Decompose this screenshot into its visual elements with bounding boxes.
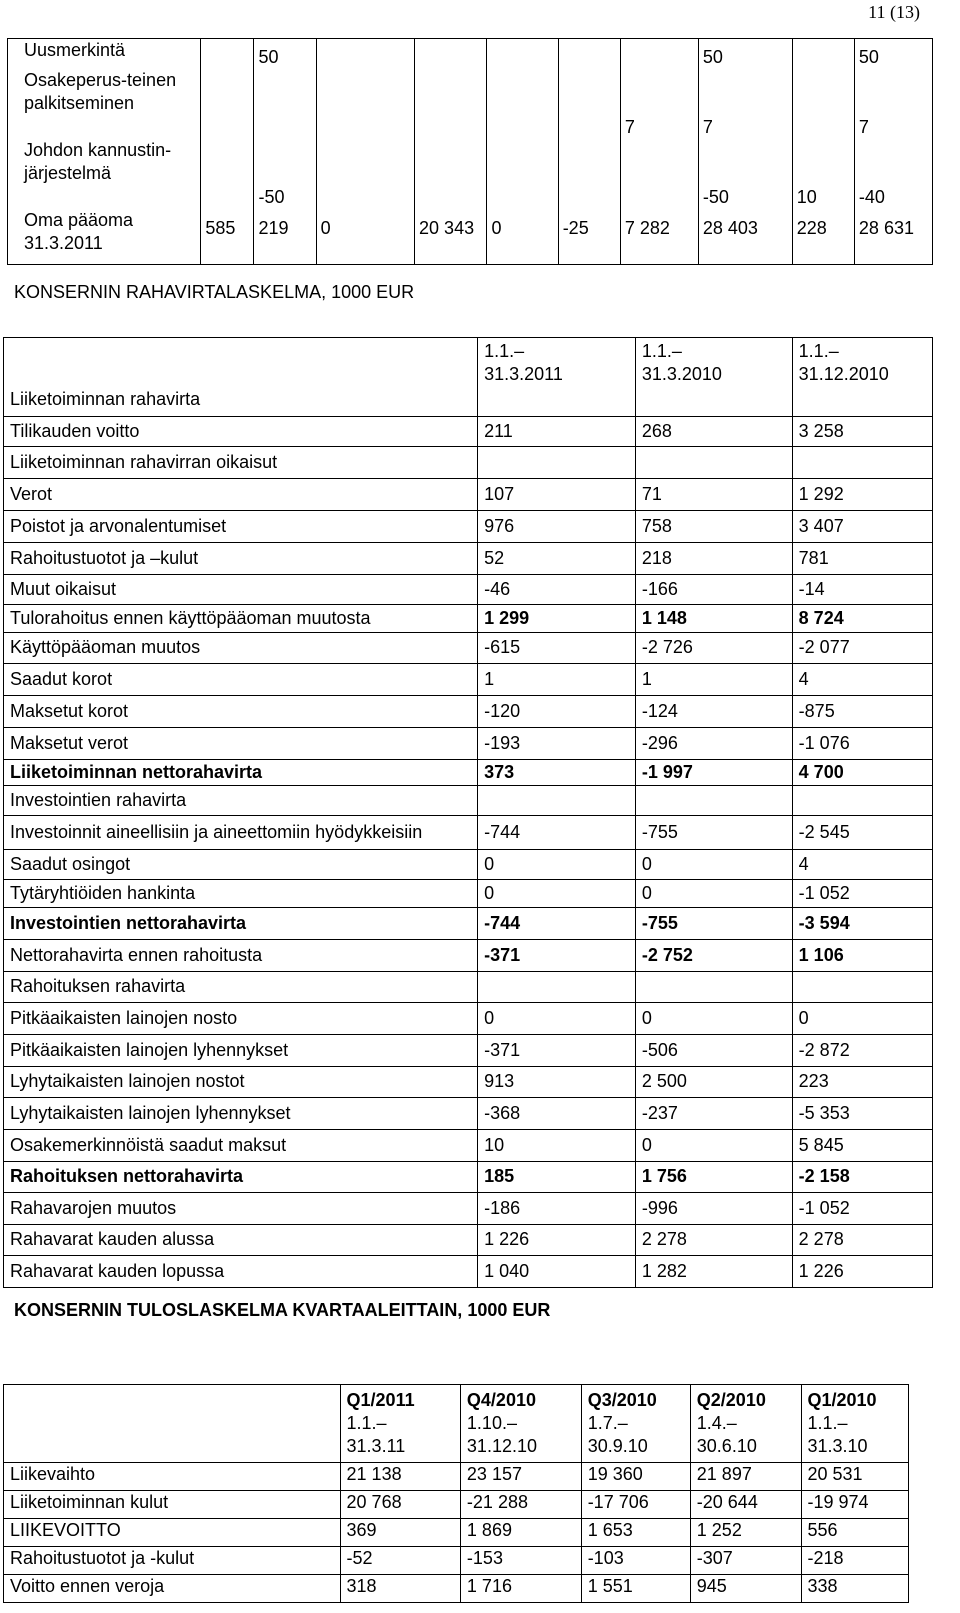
cashflow-value: -3 594 (792, 907, 932, 939)
cashflow-value: -166 (635, 574, 792, 604)
equity-cell: -50 (698, 139, 792, 209)
cashflow-value (478, 388, 636, 416)
cashflow-row (4, 695, 933, 727)
equity-cell (254, 69, 316, 139)
quarterly-value: 21 897 (690, 1463, 801, 1491)
quarterly-period-line: Q2/2010 (696, 1390, 766, 1410)
quarterly-row (4, 1575, 909, 1603)
cashflow-value: 1 226 (792, 1255, 932, 1287)
cashflow-value: 0 (635, 879, 792, 907)
quarterly-period-header (340, 1385, 460, 1463)
cashflow-value: 0 (635, 1129, 792, 1161)
quarterly-row-label: Liikevaihto (4, 1463, 341, 1491)
quarterly-period-line: Q1/2011 (346, 1390, 415, 1410)
cashflow-row-label: Rahoituksen nettorahavirta (4, 1161, 478, 1192)
cashflow-period-header (635, 338, 792, 389)
cashflow-period-line: 31.3.2010 (641, 364, 722, 384)
quarterly-value: -153 (460, 1547, 581, 1575)
cashflow-row (4, 759, 933, 785)
cashflow-value: 0 (635, 1002, 792, 1034)
cashflow-value: 185 (478, 1161, 636, 1192)
cashflow-value: 1 106 (792, 939, 932, 971)
equity-cell: -25 (558, 209, 620, 265)
quarterly-value: -19 974 (801, 1491, 908, 1519)
cashflow-header-blank (4, 338, 478, 389)
cashflow-row (4, 1129, 933, 1161)
quarterly-period-line: Q4/2010 (466, 1390, 536, 1410)
cashflow-value: 218 (635, 542, 792, 574)
quarterly-row-label: Voitto ennen veroja (4, 1575, 341, 1603)
cashflow-row-label: Osakemerkinnöistä saadut maksut (4, 1129, 478, 1161)
quarterly-row-label: LIIKEVOITTO (4, 1519, 341, 1547)
cashflow-row (4, 1255, 933, 1287)
cashflow-value: -2 726 (635, 632, 792, 663)
cashflow-row-label: Rahoituksen rahavirta (4, 971, 478, 1002)
equity-row (8, 39, 933, 69)
cashflow-value: -46 (478, 574, 636, 604)
cashflow-value: 10 (478, 1129, 636, 1161)
quarterly-period-line: Q3/2010 (587, 1390, 657, 1410)
cashflow-value: 3 258 (792, 416, 932, 446)
equity-cell (487, 69, 558, 139)
cashflow-value: 0 (478, 1002, 636, 1034)
equity-cell: 228 (792, 209, 854, 265)
cashflow-value: 758 (635, 510, 792, 542)
cashflow-value: -371 (478, 1034, 636, 1066)
cashflow-value: -996 (635, 1192, 792, 1224)
cashflow-row-label: Käyttöpääoman muutos (4, 632, 478, 663)
equity-cell: 0 (487, 209, 558, 265)
cashflow-row-label: Verot (4, 478, 478, 510)
cashflow-value: -371 (478, 939, 636, 971)
quarterly-value: 318 (340, 1575, 460, 1603)
cashflow-row (4, 1002, 933, 1034)
cashflow-value (635, 971, 792, 1002)
quarterly-row (4, 1519, 909, 1547)
equity-cell: 50 (698, 39, 792, 69)
cashflow-value: -5 353 (792, 1097, 932, 1129)
cashflow-row (4, 1066, 933, 1097)
cashflow-title: KONSERNIN RAHAVIRTALASKELMA, 1000 EUR (14, 282, 415, 302)
cashflow-row (4, 727, 933, 759)
cashflow-row-label: Investointien nettorahavirta (4, 907, 478, 939)
cashflow-value: 5 845 (792, 1129, 932, 1161)
cashflow-value: 0 (792, 1002, 932, 1034)
cashflow-row (4, 939, 933, 971)
quarterly-period-line: Q1/2010 (807, 1390, 877, 1410)
cashflow-value: 1 299 (478, 604, 636, 632)
quarterly-value: 556 (801, 1519, 908, 1547)
cashflow-period-header (478, 338, 636, 389)
quarterly-value: 338 (801, 1575, 908, 1603)
cashflow-row-label: Lyhytaikaisten lainojen nostot (4, 1066, 478, 1097)
cashflow-value: 223 (792, 1066, 932, 1097)
cashflow-row-label: Saadut osingot (4, 849, 478, 879)
quarterly-value: 1 716 (460, 1575, 581, 1603)
equity-cell (558, 39, 620, 69)
cashflow-row-label: Liiketoiminnan rahavirran oikaisut (4, 446, 478, 478)
quarterly-value: 1 252 (690, 1519, 801, 1547)
quarterly-table (3, 1384, 909, 1603)
cashflow-row-label: Rahoitustuotot ja –kulut (4, 542, 478, 574)
quarterly-value: 21 138 (340, 1463, 460, 1491)
cashflow-value: -875 (792, 695, 932, 727)
equity-row-label: Osakeperus-teinen palkitseminen (8, 69, 201, 139)
cashflow-value: -1 052 (792, 1192, 932, 1224)
quarterly-value: 20 531 (801, 1463, 908, 1491)
quarterly-period-line: 30.9.10 (587, 1436, 648, 1456)
cashflow-value: -2 872 (792, 1034, 932, 1066)
cashflow-value: 71 (635, 478, 792, 510)
cashflow-value: -1 076 (792, 727, 932, 759)
cashflow-value: 2 500 (635, 1066, 792, 1097)
cashflow-value: -506 (635, 1034, 792, 1066)
equity-cell: 0 (316, 209, 414, 265)
cashflow-row-label: Liiketoiminnan rahavirta (4, 388, 478, 416)
quarterly-value: -307 (690, 1547, 801, 1575)
cashflow-row-label: Maksetut verot (4, 727, 478, 759)
equity-row-label: Uusmerkintä (8, 39, 201, 69)
equity-cell: 585 (201, 209, 254, 265)
quarterly-period-line: 30.6.10 (696, 1436, 757, 1456)
quarterly-period-line: 1.10.– (466, 1413, 517, 1433)
cashflow-value: -2 752 (635, 939, 792, 971)
quarterly-value: 1 653 (581, 1519, 690, 1547)
cashflow-period-line: 31.3.2011 (484, 364, 563, 384)
cashflow-value: 1 148 (635, 604, 792, 632)
cashflow-row-label: Saadut korot (4, 663, 478, 695)
quarterly-period-line: 31.12.10 (466, 1436, 537, 1456)
cashflow-row (4, 632, 933, 663)
cashflow-row-label: Maksetut korot (4, 695, 478, 727)
cashflow-row (4, 388, 933, 416)
equity-cell (415, 69, 487, 139)
cashflow-row-label: Muut oikaisut (4, 574, 478, 604)
quarterly-value: -21 288 (460, 1491, 581, 1519)
quarterly-value: 20 768 (340, 1491, 460, 1519)
cashflow-value: -296 (635, 727, 792, 759)
cashflow-value (792, 388, 932, 416)
equity-cell (415, 139, 487, 209)
equity-cell: 50 (254, 39, 316, 69)
cashflow-value: 3 407 (792, 510, 932, 542)
equity-cell (487, 39, 558, 69)
cashflow-value: -368 (478, 1097, 636, 1129)
equity-cell: 7 (620, 69, 698, 139)
cashflow-value: -2 077 (792, 632, 932, 663)
cashflow-value: 4 700 (792, 759, 932, 785)
equity-cell (620, 39, 698, 69)
equity-cell: 7 (698, 69, 792, 139)
equity-row (8, 139, 933, 209)
cashflow-value: 0 (478, 849, 636, 879)
cashflow-value: 1 (635, 663, 792, 695)
cashflow-value: -120 (478, 695, 636, 727)
cashflow-row-label: Pitkäaikaisten lainojen nosto (4, 1002, 478, 1034)
cashflow-value: 1 (478, 663, 636, 695)
equity-row (8, 209, 933, 265)
cashflow-value: -1 997 (635, 759, 792, 785)
equity-cell (201, 39, 254, 69)
equity-row-label: Johdon kannustin-järjestelmä (8, 139, 201, 209)
cashflow-row (4, 1224, 933, 1255)
cashflow-value: 107 (478, 478, 636, 510)
cashflow-period-line: 1.1.– (798, 341, 839, 361)
cashflow-row (4, 971, 933, 1002)
cashflow-value: -755 (635, 907, 792, 939)
quarterly-row (4, 1491, 909, 1519)
cashflow-value: 1 756 (635, 1161, 792, 1192)
cashflow-row (4, 1097, 933, 1129)
equity-cell: 7 (854, 69, 932, 139)
cashflow-row (4, 478, 933, 510)
quarterly-value: 1 869 (460, 1519, 581, 1547)
equity-cell (487, 139, 558, 209)
cashflow-value: 1 282 (635, 1255, 792, 1287)
equity-cell: 219 (254, 209, 316, 265)
quarterly-value: -17 706 (581, 1491, 690, 1519)
quarterly-title: KONSERNIN TULOSLASKELMA KVARTAALEITTAIN, 1000 EUR (14, 1300, 551, 1320)
cashflow-period-line: 1.1.– (484, 341, 525, 361)
cashflow-value: 211 (478, 416, 636, 446)
quarterly-value: 23 157 (460, 1463, 581, 1491)
cashflow-row-label: Rahavarat kauden lopussa (4, 1255, 478, 1287)
equity-cell (201, 139, 254, 209)
cashflow-value (635, 446, 792, 478)
equity-row (8, 69, 933, 139)
cashflow-value: 373 (478, 759, 636, 785)
quarterly-value: -20 644 (690, 1491, 801, 1519)
cashflow-period-header (792, 338, 932, 389)
cashflow-value: 1 226 (478, 1224, 636, 1255)
cashflow-value (792, 971, 932, 1002)
quarterly-period-line: 1.4.– (696, 1413, 737, 1433)
cashflow-value: 913 (478, 1066, 636, 1097)
cashflow-value: -186 (478, 1192, 636, 1224)
cashflow-row (4, 849, 933, 879)
cashflow-period-line: 31.12.2010 (798, 364, 889, 384)
equity-cell: 28 631 (854, 209, 932, 265)
cashflow-value (792, 446, 932, 478)
cashflow-value: -2 158 (792, 1161, 932, 1192)
cashflow-row-label: Rahavarojen muutos (4, 1192, 478, 1224)
quarterly-period-line: 1.1.– (807, 1413, 848, 1433)
cashflow-value: -744 (478, 815, 636, 849)
quarterly-period-line: 1.7.– (587, 1413, 628, 1433)
cashflow-value (478, 446, 636, 478)
cashflow-row (4, 416, 933, 446)
cashflow-value: 268 (635, 416, 792, 446)
equity-cell: 50 (854, 39, 932, 69)
cashflow-value: 0 (478, 879, 636, 907)
cashflow-value: 2 278 (635, 1224, 792, 1255)
quarterly-value: 369 (340, 1519, 460, 1547)
cashflow-row (4, 785, 933, 815)
cashflow-value (635, 785, 792, 815)
equity-cell: -40 (854, 139, 932, 209)
cashflow-value: -14 (792, 574, 932, 604)
cashflow-row (4, 446, 933, 478)
quarterly-period-line: 31.3.11 (346, 1436, 406, 1456)
quarterly-period-header (801, 1385, 908, 1463)
cashflow-value (792, 785, 932, 815)
cashflow-row (4, 907, 933, 939)
cashflow-row-label: Rahavarat kauden alussa (4, 1224, 478, 1255)
equity-cell (201, 69, 254, 139)
cashflow-value: 0 (635, 849, 792, 879)
cashflow-row-label: Nettorahavirta ennen rahoitusta (4, 939, 478, 971)
quarterly-value: -218 (801, 1547, 908, 1575)
cashflow-row (4, 542, 933, 574)
equity-cell: 7 282 (620, 209, 698, 265)
cashflow-row-label: Lyhytaikaisten lainojen lyhennykset (4, 1097, 478, 1129)
equity-cell (792, 39, 854, 69)
cashflow-value: -124 (635, 695, 792, 727)
quarterly-period-header (460, 1385, 581, 1463)
quarterly-value: 945 (690, 1575, 801, 1603)
quarterly-row (4, 1463, 909, 1491)
cashflow-row-label: Liiketoiminnan nettorahavirta (4, 759, 478, 785)
equity-cell (316, 139, 414, 209)
cashflow-value: -2 545 (792, 815, 932, 849)
equity-cell (415, 39, 487, 69)
cashflow-value (478, 971, 636, 1002)
cashflow-row (4, 815, 933, 849)
quarterly-period-header (581, 1385, 690, 1463)
cashflow-value (478, 785, 636, 815)
cashflow-value (635, 388, 792, 416)
equity-cell: -50 (254, 139, 316, 209)
cashflow-value: 52 (478, 542, 636, 574)
cashflow-row (4, 1161, 933, 1192)
equity-cell (316, 39, 414, 69)
equity-row-label: Oma pääoma 31.3.2011 (8, 209, 201, 265)
quarterly-row (4, 1547, 909, 1575)
cashflow-value: -615 (478, 632, 636, 663)
cashflow-value: -755 (635, 815, 792, 849)
equity-table (7, 38, 933, 265)
cashflow-value: -193 (478, 727, 636, 759)
quarterly-row-label: Liiketoiminnan kulut (4, 1491, 341, 1519)
cashflow-value: 4 (792, 663, 932, 695)
quarterly-period-header (690, 1385, 801, 1463)
equity-cell (558, 69, 620, 139)
cashflow-row (4, 1034, 933, 1066)
cashflow-row-label: Poistot ja arvonalentumiset (4, 510, 478, 542)
cashflow-value: 1 040 (478, 1255, 636, 1287)
cashflow-value: -1 052 (792, 879, 932, 907)
equity-cell (620, 139, 698, 209)
quarterly-value: -52 (340, 1547, 460, 1575)
quarterly-row-label: Rahoitustuotot ja -kulut (4, 1547, 341, 1575)
quarterly-value: 19 360 (581, 1463, 690, 1491)
cashflow-value: -237 (635, 1097, 792, 1129)
quarterly-header-blank (4, 1385, 341, 1463)
quarterly-header-row (4, 1385, 909, 1463)
cashflow-row (4, 604, 933, 632)
equity-cell (316, 69, 414, 139)
cashflow-row-label: Tulorahoitus ennen käyttöpääoman muutosta (4, 604, 478, 632)
cashflow-value: 781 (792, 542, 932, 574)
cashflow-value: 976 (478, 510, 636, 542)
equity-cell: 20 343 (415, 209, 487, 265)
cashflow-header-row (4, 338, 933, 389)
cashflow-row (4, 663, 933, 695)
cashflow-value: 2 278 (792, 1224, 932, 1255)
cashflow-value: -744 (478, 907, 636, 939)
cashflow-value: 1 292 (792, 478, 932, 510)
equity-cell (792, 69, 854, 139)
cashflow-row (4, 1192, 933, 1224)
page-number: 11 (13) (868, 2, 920, 22)
equity-cell (558, 139, 620, 209)
cashflow-table (3, 337, 933, 1288)
quarterly-period-line: 1.1.– (346, 1413, 387, 1433)
cashflow-row-label: Investoinnit aineellisiin ja aineettomiin hyödykkeisiin (4, 815, 478, 849)
equity-cell: 10 (792, 139, 854, 209)
cashflow-row (4, 574, 933, 604)
cashflow-row-label: Pitkäaikaisten lainojen lyhennykset (4, 1034, 478, 1066)
cashflow-value: 8 724 (792, 604, 932, 632)
cashflow-value: 4 (792, 849, 932, 879)
cashflow-row-label: Tilikauden voitto (4, 416, 478, 446)
equity-cell: 28 403 (698, 209, 792, 265)
cashflow-row (4, 879, 933, 907)
quarterly-period-line: 31.3.10 (807, 1436, 868, 1456)
cashflow-row-label: Investointien rahavirta (4, 785, 478, 815)
cashflow-row (4, 510, 933, 542)
quarterly-value: 1 551 (581, 1575, 690, 1603)
cashflow-row-label: Tytäryhtiöiden hankinta (4, 879, 478, 907)
quarterly-value: -103 (581, 1547, 690, 1575)
cashflow-period-line: 1.1.– (641, 341, 682, 361)
